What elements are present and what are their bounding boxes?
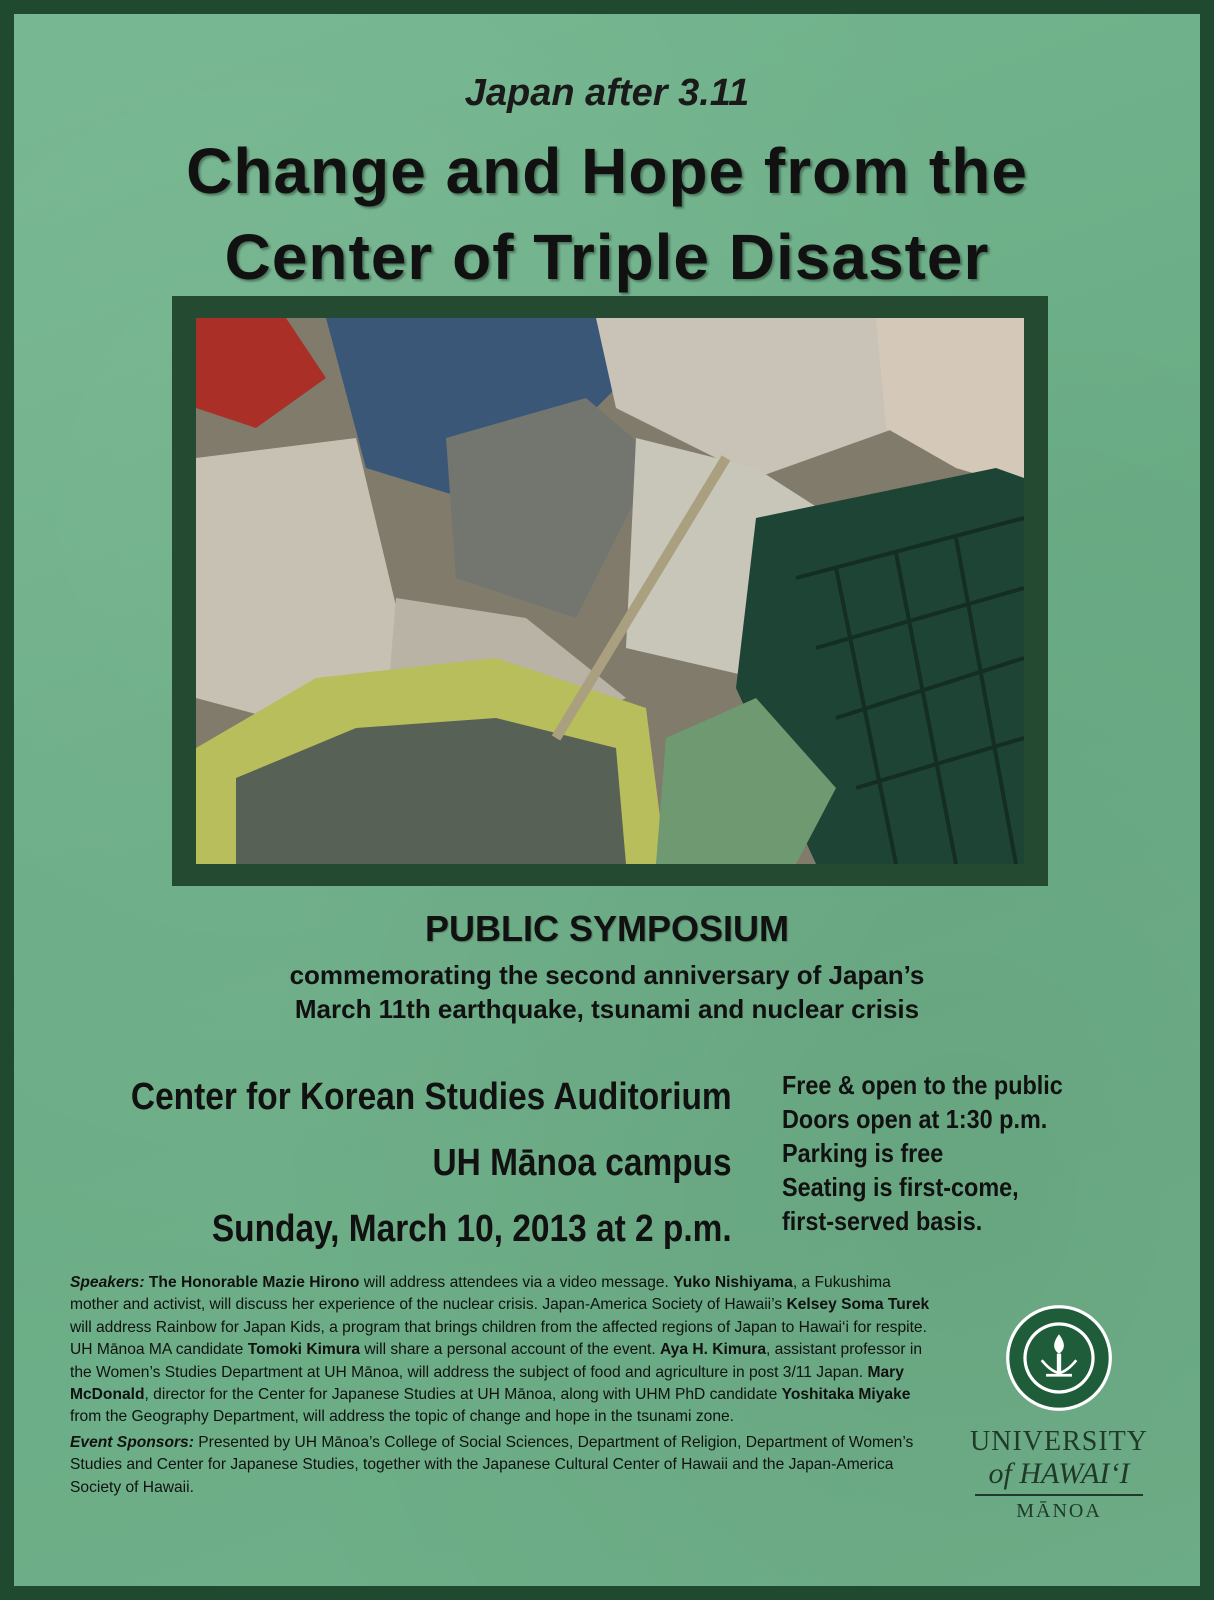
speaker-text: from the Geography Department, will address the topic of change and hope in the tsunami zone. xyxy=(70,1408,734,1426)
subtitle-line-2: March 11th earthquake, tsunami and nuclear crisis xyxy=(294,994,920,1024)
logo-line-2: of HAWAI‘I xyxy=(988,1457,1130,1490)
disaster-debris-photo xyxy=(196,318,1024,864)
poster-kicker: Japan after 3.11 xyxy=(464,72,750,114)
venue-name: Center for Korean Studies Auditorium xyxy=(131,1076,732,1118)
sponsors-text: Presented by UH Mānoa’s College of Social Sciences, Department of Religion, Department of Women’s Studies and Center for Japanese Studies, together with the Japanese Cultural Center of Hawaii and the Japan-America Society of Hawaii. xyxy=(70,1433,914,1496)
speaker-text: will share a personal account of the event. xyxy=(360,1341,660,1359)
info-line: Parking is free xyxy=(782,1138,944,1168)
info-line: Doors open at 1:30 p.m. xyxy=(782,1104,1048,1134)
university-seal-icon xyxy=(1005,1304,1113,1412)
speaker-name: Aya H. Kimura xyxy=(659,1341,766,1359)
logo-line-1: UNIVERSITY xyxy=(970,1426,1148,1457)
title-line-2: Center of Triple Disaster xyxy=(224,221,990,293)
speaker-text: , assistant professor in the Women’s Studies Department at UH Mānoa, will address the subject of food and agriculture in post 3/11 Japan. xyxy=(70,1341,923,1381)
subtitle-line-1: commemorating the second anniversary of Japan’s xyxy=(289,960,925,990)
university-logo xyxy=(939,1304,1179,1523)
symposium-heading: PUBLIC SYMPOSIUM xyxy=(424,908,790,949)
speaker-name: Mary McDonald xyxy=(70,1363,904,1404)
speaker-text: will address attendees via a video message. xyxy=(359,1274,674,1291)
event-poster xyxy=(14,14,1200,1586)
debris-illustration xyxy=(196,318,1024,864)
photo-frame xyxy=(172,296,1048,886)
speaker-name: Tomoki Kimura xyxy=(247,1341,361,1359)
poster-title xyxy=(14,128,1200,300)
title-line-1: Change and Hope from the xyxy=(186,135,1028,207)
details-text xyxy=(70,1272,930,1502)
speaker-name: Kelsey Soma Turek xyxy=(786,1296,930,1314)
speaker-text: will address Rainbow for Japan Kids, a program that brings children from the affected regions of Japan to Hawai‘i for respite. UH Mānoa MA candidate xyxy=(70,1318,927,1359)
speakers-paragraph xyxy=(70,1272,930,1429)
venue-campus: UH Mānoa campus xyxy=(432,1142,732,1184)
speaker-name: Yuko Nishiyama xyxy=(673,1274,793,1291)
info-line: first-served basis. xyxy=(782,1206,983,1236)
logo-rule xyxy=(975,1494,1143,1496)
info-line: Seating is first-come, xyxy=(782,1172,1019,1202)
symposium-subtitle xyxy=(14,958,1200,1026)
speaker-text: , a Fukushima mother and activist, will discuss her experience of the nuclear crisis. Japan-America Society of Hawaii’s xyxy=(70,1274,891,1314)
speaker-name: The Honorable Mazie Hirono xyxy=(148,1274,360,1291)
venue-block xyxy=(131,1064,732,1262)
speaker-text: , director for the Center for Japanese Studies at UH Mānoa, along with UHM PhD candidate xyxy=(144,1386,782,1404)
event-date: Sunday, March 10, 2013 at 2 p.m. xyxy=(212,1208,732,1250)
speaker-name: Yoshitaka Miyake xyxy=(781,1386,911,1404)
info-line: Free & open to the public xyxy=(782,1070,1063,1100)
sponsors-label: Event Sponsors: xyxy=(70,1433,194,1451)
admission-info xyxy=(782,1068,1063,1238)
logo-line-3: MĀNOA xyxy=(1016,1500,1102,1522)
speakers-label: Speakers: xyxy=(70,1274,145,1291)
sponsors-paragraph xyxy=(70,1432,930,1499)
